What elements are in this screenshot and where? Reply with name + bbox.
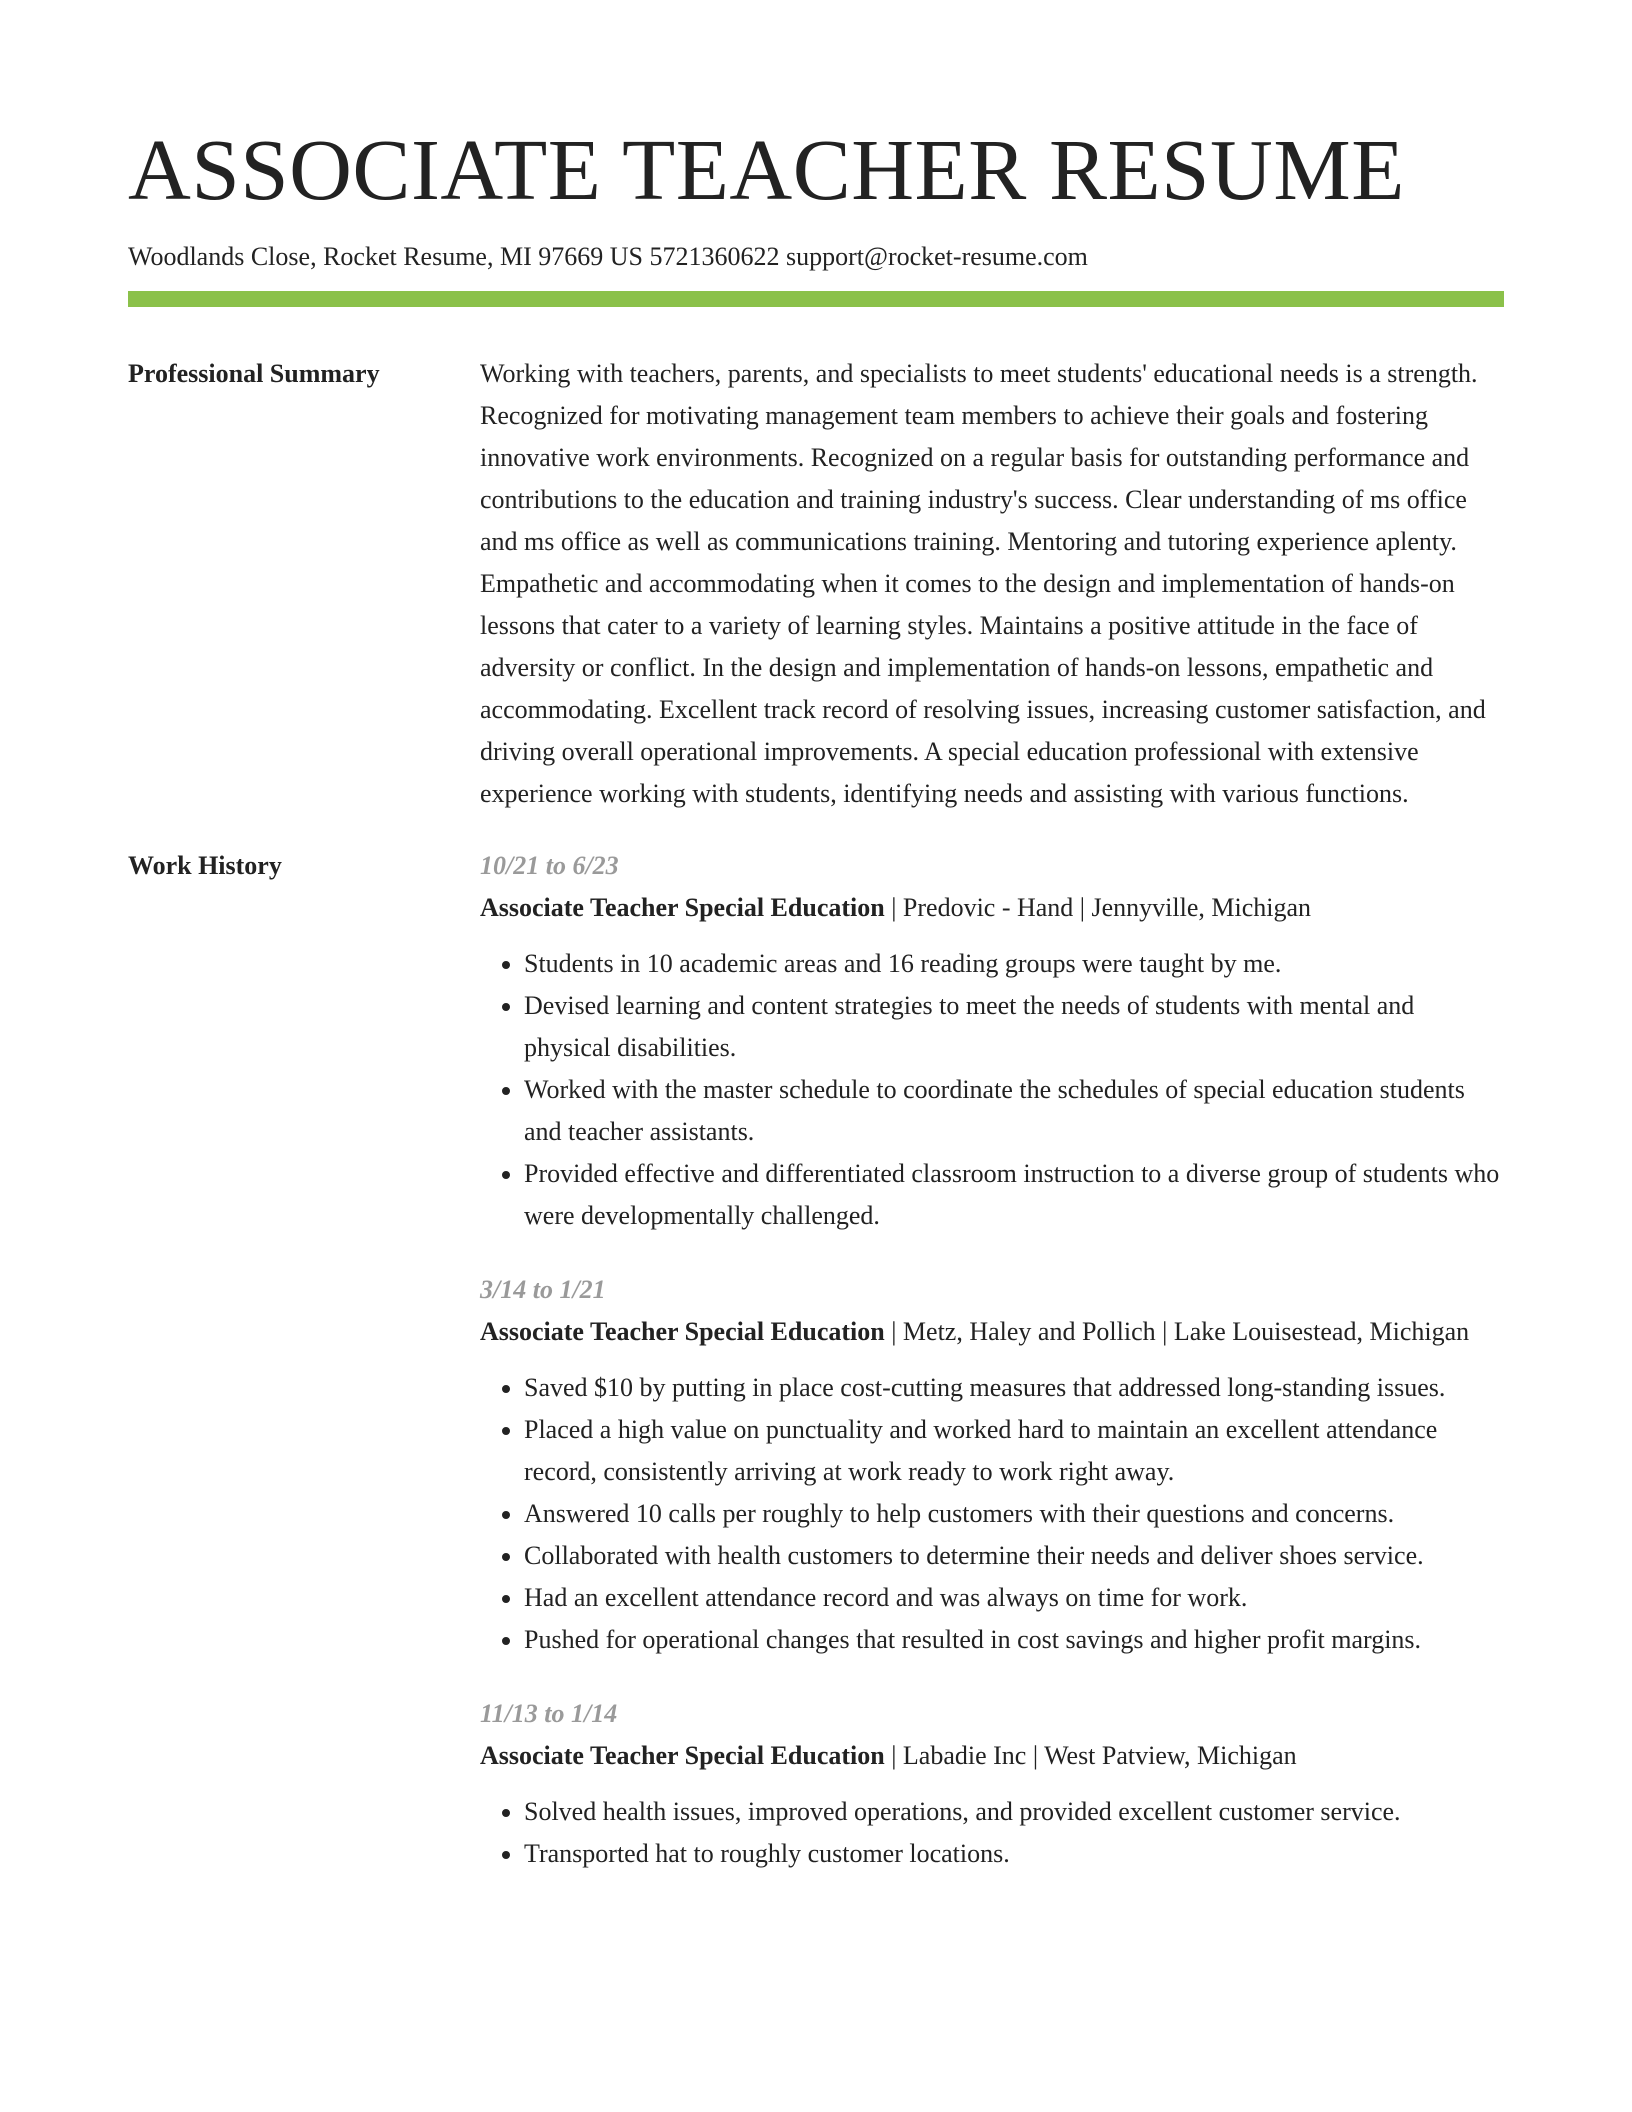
summary-text: Working with teachers, parents, and specialists to meet students' educational needs is a strength. Recognized for motivating management team members to achieve their goals and fostering innovative work environments. Recognized on a regular basis for outstanding performance and contributions to the education and training industry's success. Clear understanding of ms office and ms office as well as communications training. Mentoring and tutoring experience aplenty. Empathetic and accommodating when it comes to the design and implementation of hands-on lessons that cater to a variety of learning styles. Maintains a positive attitude in the face of adversity or conflict. In the design and implementation of hands-on lessons, empathetic and accommodating. Excellent track record of resolving issues, increasing customer satisfaction, and driving overall operational improvements. A special education professional with extensive experience working with students, identifying needs and assisting with various functions. — [480, 359, 1486, 808]
job-company-location: | Predovic - Hand | Jennyville, Michigan — [884, 893, 1312, 922]
job-entry — [480, 1693, 1504, 1875]
job-heading — [480, 1735, 1504, 1777]
job-bullet: • Answered 10 calls per roughly to help customers with their questions and concerns. — [524, 1493, 1504, 1535]
job-entry — [480, 1269, 1504, 1661]
professional-summary-body — [480, 353, 1504, 815]
job-bullet: • Solved health issues, improved operations, and provided excellent customer service. — [524, 1791, 1504, 1833]
resume-title: ASSOCIATE TEACHER RESUME — [128, 121, 1405, 218]
job-dates: 3/14 to 1/21 — [480, 1275, 606, 1304]
job-bullet: • Transported hat to roughly customer locations. — [524, 1833, 1504, 1875]
job-title: Associate Teacher Special Education — [480, 1741, 885, 1770]
job-bullet: • Collaborated with health customers to determine their needs and deliver shoes service. — [524, 1535, 1504, 1577]
job-company-location: | Metz, Haley and Pollich | Lake Louisestead, Michigan — [884, 1317, 1470, 1346]
work-history-body — [480, 845, 1504, 1907]
contact-email[interactable]: support@rocket-resume.com — [786, 242, 1088, 271]
job-bullet: • Worked with the master schedule to coordinate the schedules of special education students and teacher assistants. — [524, 1069, 1504, 1153]
resume-page — [128, 0, 1504, 2112]
job-company-location: | Labadie Inc | West Patview, Michigan — [884, 1741, 1297, 1770]
contact-phone: 5721360622 — [649, 242, 780, 271]
job-bullet-list — [480, 943, 1504, 1237]
job-entry — [480, 845, 1504, 1237]
work-history-section — [128, 845, 1504, 1907]
job-dates: 10/21 to 6/23 — [480, 851, 619, 880]
section-label-work-history: Work History — [128, 851, 282, 880]
job-bullet: • Had an excellent attendance record and was always on time for work. — [524, 1577, 1504, 1619]
contact-address: Woodlands Close, Rocket Resume, MI 97669 US — [128, 242, 643, 271]
section-label-professional-summary: Professional Summary — [128, 359, 380, 388]
job-bullet-list — [480, 1791, 1504, 1875]
header-divider — [128, 291, 1504, 307]
job-bullet: • Pushed for operational changes that resulted in cost savings and higher profit margins. — [524, 1619, 1504, 1661]
job-bullet: • Devised learning and content strategies to meet the needs of students with mental and physical disabilities. — [524, 985, 1504, 1069]
job-bullet: • Students in 10 academic areas and 16 reading groups were taught by me. — [524, 943, 1504, 985]
job-heading — [480, 887, 1504, 929]
job-bullet-list — [480, 1367, 1504, 1661]
job-bullet: • Placed a high value on punctuality and worked hard to maintain an excellent attendance record, consistently arriving at work ready to work right away. — [524, 1409, 1504, 1493]
job-title: Associate Teacher Special Education — [480, 1317, 885, 1346]
contact-line — [128, 240, 1504, 274]
job-dates: 11/13 to 1/14 — [480, 1699, 618, 1728]
job-title: Associate Teacher Special Education — [480, 893, 885, 922]
job-heading — [480, 1311, 1504, 1353]
job-bullet: • Saved $10 by putting in place cost-cutting measures that addressed long-standing issues. — [524, 1367, 1504, 1409]
professional-summary-section — [128, 353, 1504, 815]
job-bullet: • Provided effective and differentiated classroom instruction to a diverse group of students who were developmentally challenged. — [524, 1153, 1504, 1237]
